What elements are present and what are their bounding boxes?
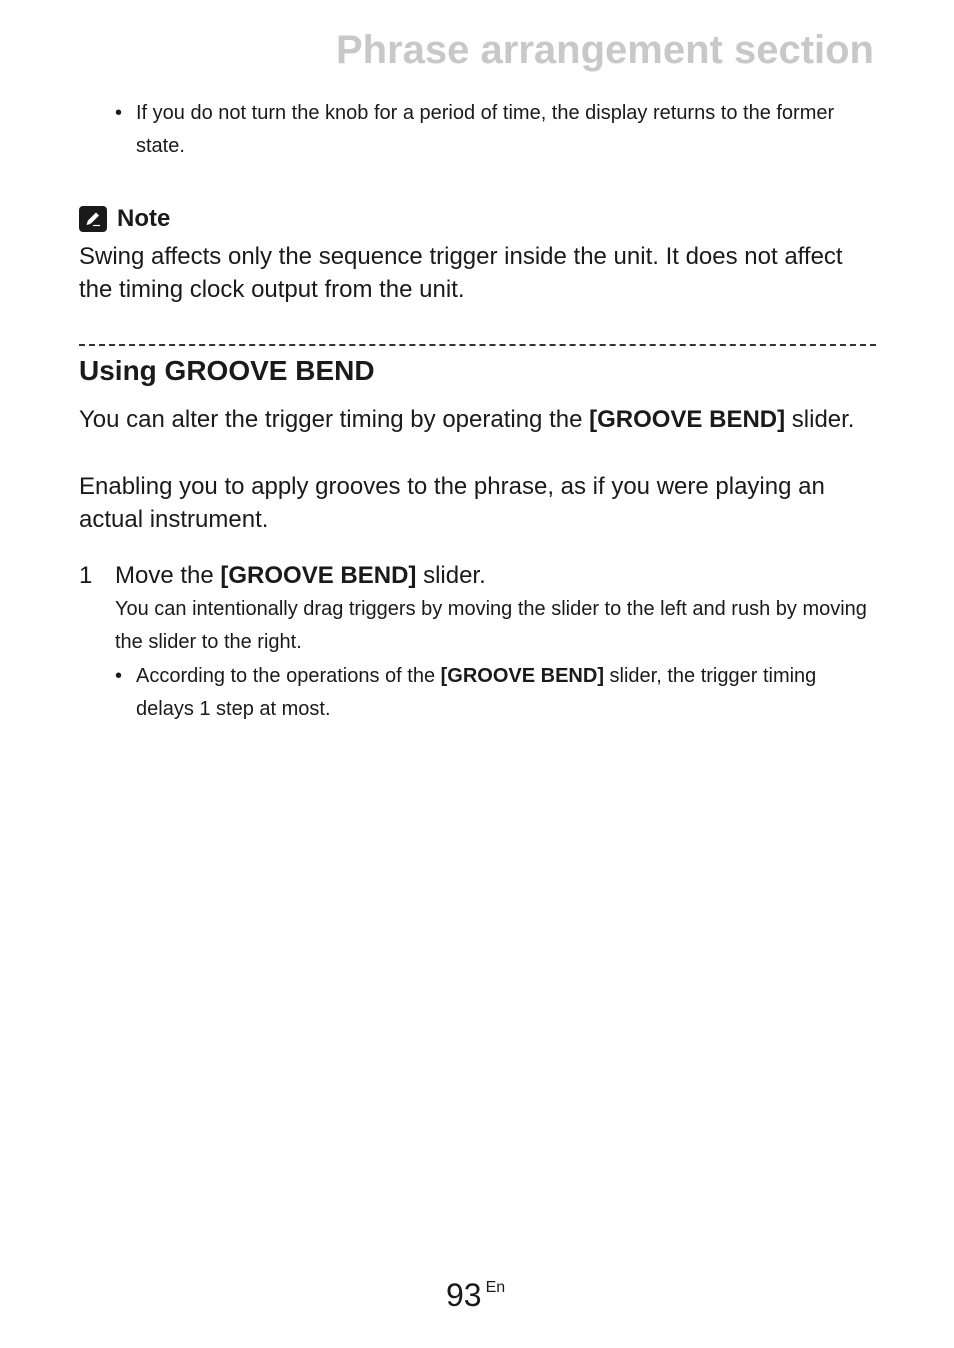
page-number: 93 xyxy=(446,1277,482,1313)
section-paragraph: Enabling you to apply grooves to the phrase, as if you were playing an actual instrument. xyxy=(79,473,825,533)
bullet-marker: • xyxy=(115,102,123,124)
step-1 xyxy=(79,559,879,592)
list-item xyxy=(115,97,875,163)
step-text-end: slider. xyxy=(416,562,486,589)
step-number: 1 xyxy=(79,562,93,589)
section-heading: Using GROOVE BEND xyxy=(79,355,375,386)
intro-text: You can alter the trigger timing by operating the xyxy=(79,406,590,433)
section-divider xyxy=(79,344,876,346)
section-intro xyxy=(79,403,879,436)
step-description: You can intentionally drag triggers by moving the slider to the left and rush by moving the slider to the right. xyxy=(115,598,867,653)
note-label: Note xyxy=(117,205,171,232)
note-text: Swing affects only the sequence trigger inside the unit. It does not affect the timing clock output from the unit. xyxy=(79,243,843,303)
note-header xyxy=(79,203,170,235)
bullet-marker: • xyxy=(115,665,123,687)
bullet-text xyxy=(115,660,875,726)
page-footer xyxy=(446,1275,505,1315)
groove-bend-label: [GROOVE BEND] xyxy=(589,406,786,433)
bullet-text-start: According to the operations of the xyxy=(136,665,441,687)
groove-bend-label: [GROOVE BEND] xyxy=(220,562,417,589)
bullet-text: If you do not turn the knob for a period of time, the display returns to the former state. xyxy=(136,102,835,157)
groove-bend-label: [GROOVE BEND] xyxy=(440,665,604,687)
step-text: Move the xyxy=(115,562,221,589)
intro-text-end: slider. xyxy=(785,406,855,433)
pencil-icon xyxy=(79,206,107,232)
bullet-text-end: slider, the trigger timing delays 1 step at most. xyxy=(136,665,817,720)
page-language: En xyxy=(485,1279,506,1296)
page-title: Phrase arrangement section xyxy=(336,28,874,72)
list-item xyxy=(115,660,875,726)
